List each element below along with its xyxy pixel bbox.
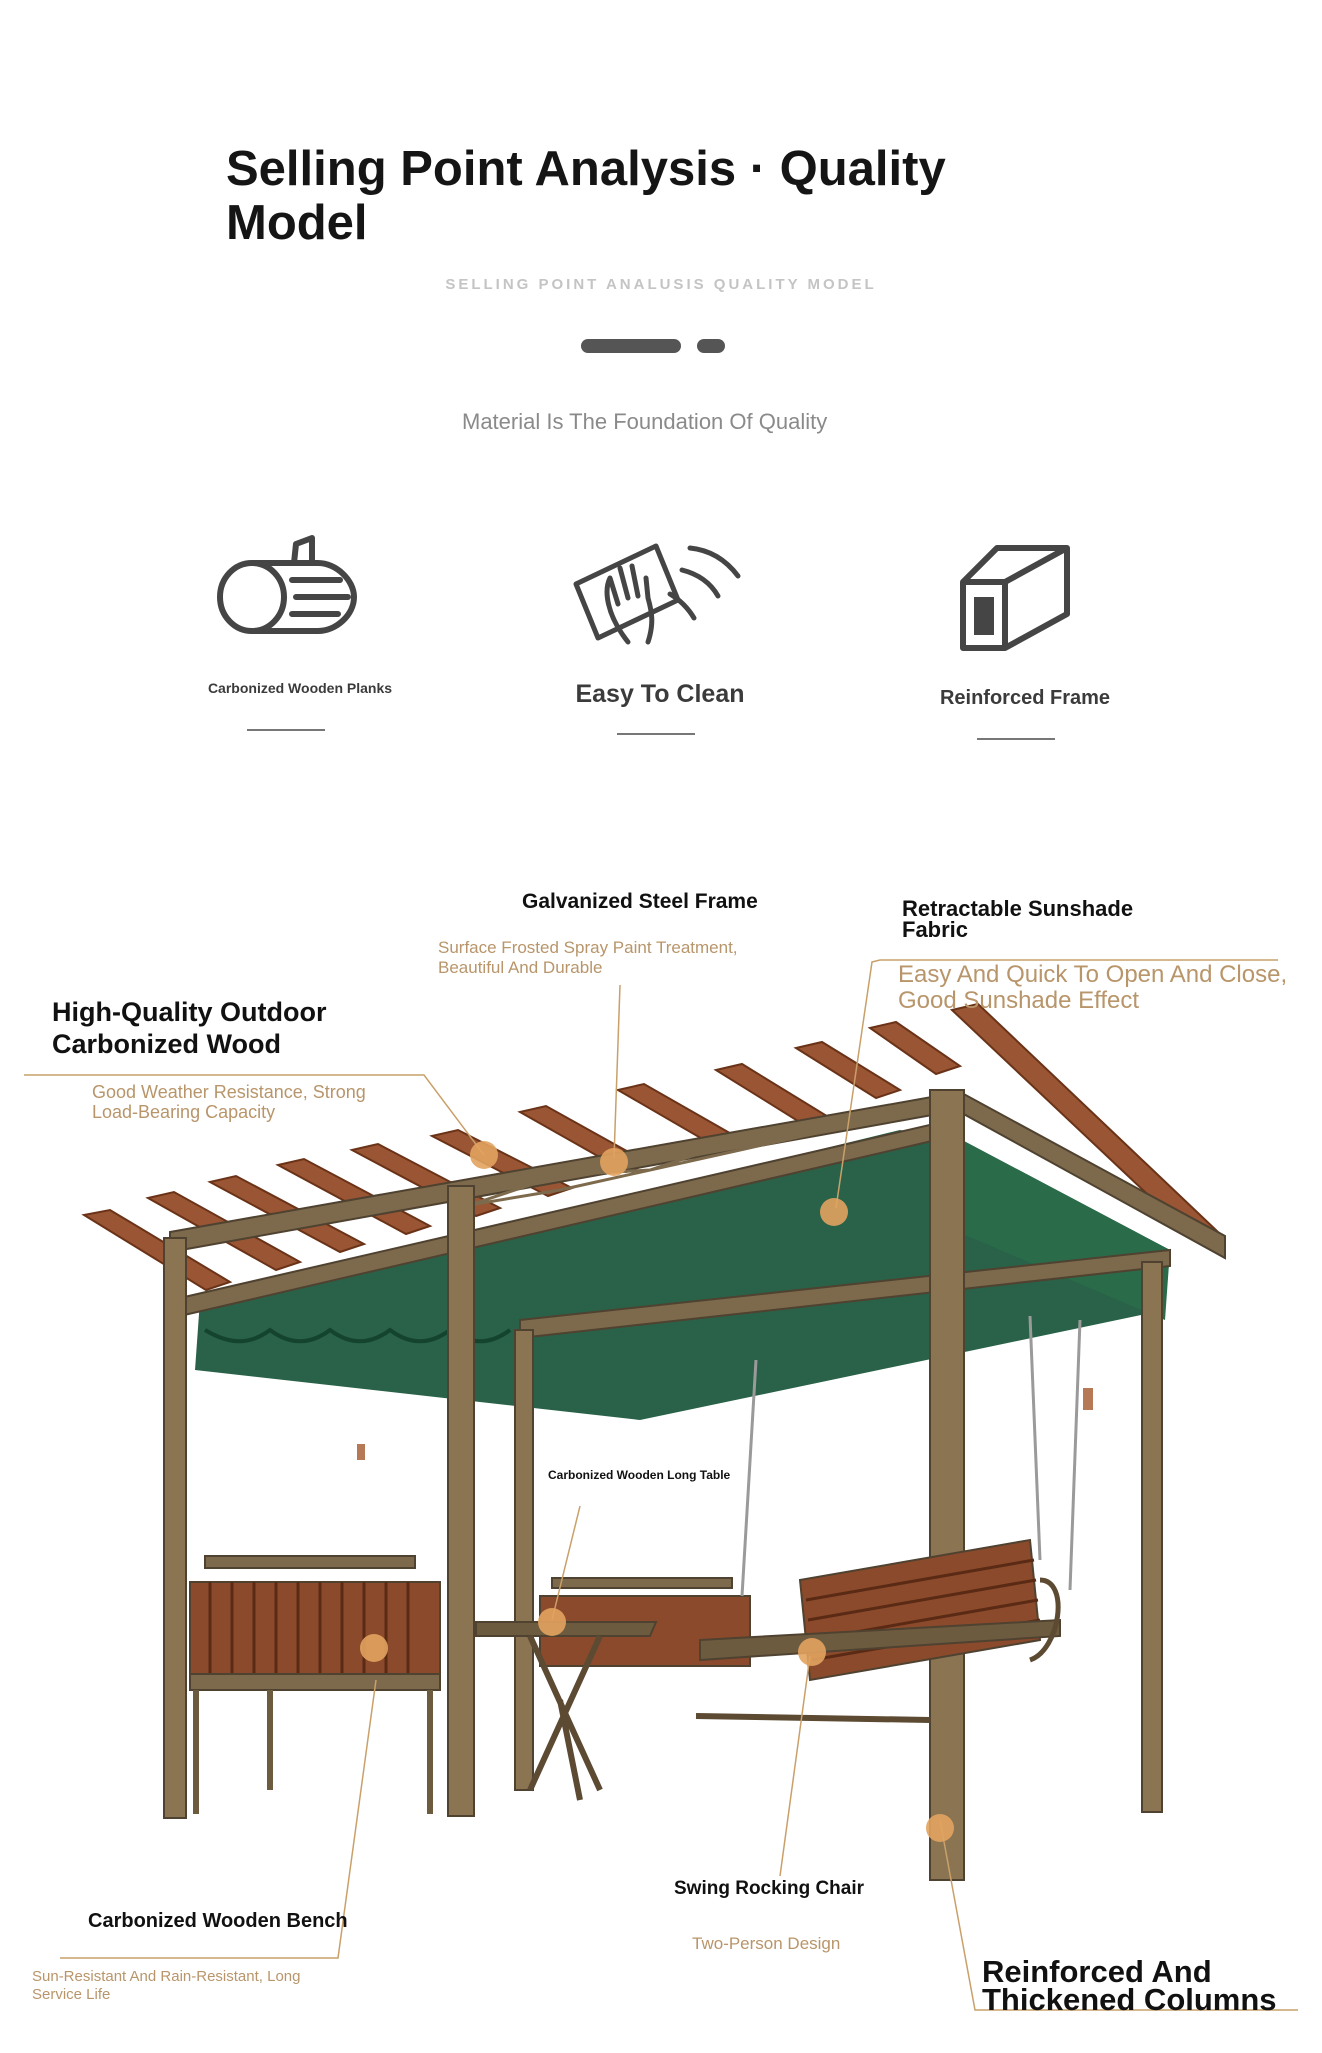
divider-pill-short	[697, 339, 725, 353]
feature-label-frame: Reinforced Frame	[939, 687, 1111, 709]
log-icon	[208, 530, 358, 645]
callout-title-columns: Reinforced And Thickened Columns	[982, 1954, 1277, 2017]
wipe-hand-icon	[570, 538, 750, 648]
callout-desc-sunshade-fabric: Easy And Quick To Open And Close, Good Sunshade Effect	[898, 961, 1288, 1014]
callout-title-galvanized-frame: Galvanized Steel Frame	[522, 890, 758, 913]
feature-underline	[617, 733, 695, 735]
callout-desc-carbonized-wood: Good Weather Resistance, Strong Load-Bearing Capacity	[92, 1082, 366, 1122]
callout-title-sunshade-fabric: Retractable Sunshade Fabric	[902, 896, 1134, 942]
feature-underline	[977, 738, 1055, 740]
divider-pill-long	[581, 339, 681, 353]
callout-title-carbonized-wood: High-Quality Outdoor Carbonized Wood	[52, 997, 327, 1059]
callout-desc-swing-chair: Two-Person Design	[692, 1934, 841, 1953]
callout-desc-bench: Sun-Resistant And Rain-Resistant, Long Service Life	[32, 1968, 301, 2003]
page-title: Selling Point Analysis · Quality Model	[226, 142, 946, 250]
feature-underline	[247, 729, 325, 731]
page-subtitle: SELLING POINT ANALUSIS QUALITY MODEL	[445, 276, 877, 293]
square-beam-icon	[957, 542, 1073, 652]
callout-title-swing-chair: Swing Rocking Chair	[674, 1878, 865, 1899]
callout-desc-galvanized-frame: Surface Frosted Spray Paint Treatment, Beautiful And Durable	[438, 938, 738, 977]
feature-label-clean: Easy To Clean	[575, 680, 745, 708]
callout-title-bench: Carbonized Wooden Bench	[88, 1910, 348, 1932]
callout-title-long-table: Carbonized Wooden Long Table	[548, 1468, 731, 1482]
feature-label-planks: Carbonized Wooden Planks	[207, 680, 393, 696]
section-heading: Material Is The Foundation Of Quality	[462, 409, 828, 434]
